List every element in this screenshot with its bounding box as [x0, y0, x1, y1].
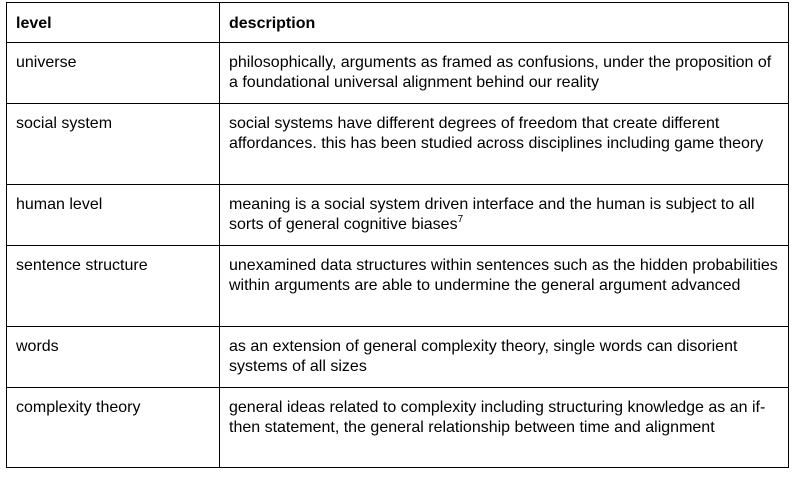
level-cell: human level [7, 184, 220, 245]
level-cell: social system [7, 103, 220, 184]
table-row [7, 103, 789, 184]
level-cell: complexity theory [7, 387, 220, 467]
levels-table [6, 2, 789, 468]
table-row [7, 326, 789, 387]
description-cell: general ideas related to complexity including structuring knowledge as an if-then statement, the general relationship between time and alignment [220, 387, 789, 467]
description-cell [220, 184, 789, 245]
description-cell: unexamined data structures within sentences such as the hidden probabilities within arguments are able to undermine the general argument advanced [220, 245, 789, 326]
table-row [7, 387, 789, 467]
column-header-description: description [220, 3, 789, 43]
description-cell: social systems have different degrees of freedom that create different affordances. this has been studied across disciplines including game theory [220, 103, 789, 184]
level-cell: universe [7, 42, 220, 103]
table-header-row [7, 3, 789, 43]
table-row [7, 42, 789, 103]
level-cell: words [7, 326, 220, 387]
table-row [7, 184, 789, 245]
description-cell: as an extension of general complexity theory, single words can disorient systems of all sizes [220, 326, 789, 387]
column-header-level: level [7, 3, 220, 43]
footnote-marker: 7 [457, 213, 464, 225]
table-row [7, 245, 789, 326]
description-text: meaning is a social system driven interface and the human is subject to all sorts of general cognitive biases [229, 195, 755, 234]
description-cell: philosophically, arguments as framed as confusions, under the proposition of a foundational universal alignment behind our reality [220, 42, 789, 103]
level-cell: sentence structure [7, 245, 220, 326]
